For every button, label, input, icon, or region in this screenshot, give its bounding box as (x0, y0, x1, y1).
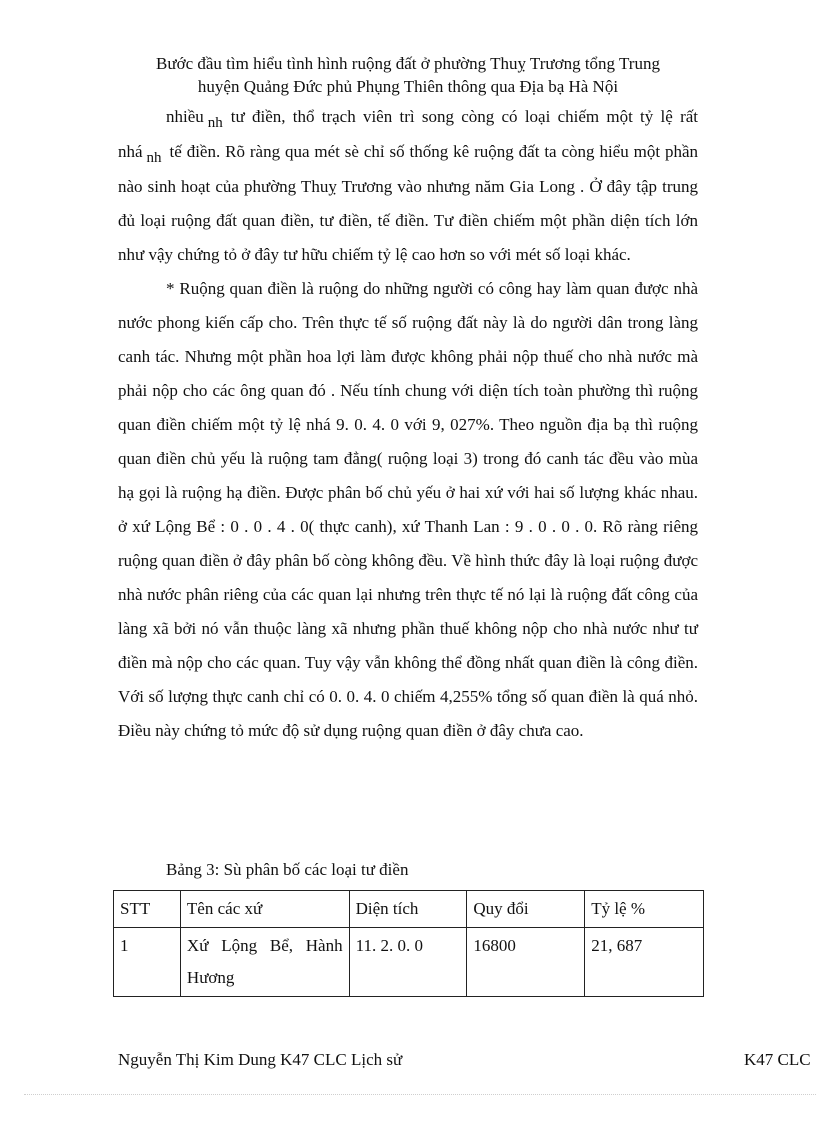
distribution-table (113, 890, 704, 997)
p1-subscript-1: nh (207, 115, 223, 131)
page-header (118, 52, 698, 98)
header-quy-doi: Quy đổi (467, 891, 585, 928)
table-caption: Bảng 3: Sù phân bố các loại tư điền (166, 860, 409, 879)
p1-text-a: nhiều (166, 107, 204, 126)
cell-ten-cac-xu: Xứ Lộng Bể, Hành Hương (180, 928, 349, 997)
paragraph-2: * Ruộng quan điền là ruộng do những người có công hay làm quan được nhà nước phong kiến cấp cho. Trên thực tế số ruộng đất này là do người dân trong làng canh tác. Nhưng một phần hoa lợi làm được không phải nộp thuế cho nhà nước mà phải nộp cho các ông quan đó . Nếu tính chung với diện tích toàn phường thì ruộng quan điền chiếm một tỷ lệ nhá 9. 0. 4. 0 với 9, 027%. Theo nguồn địa bạ thì ruộng quan điền chủ yếu là ruộng tam đẳng( ruộng loại 3) trong đó canh tác đều vào mùa hạ gọi là ruộng hạ điền. Được phân bố chủ yếu ở hai xứ với hai số lượng khác nhau. ở xứ Lộng Bể : 0 . 0 . 4 . 0( thực canh), xứ Thanh Lan : 9 . 0 . 0 . 0. Rõ ràng riêng ruộng quan điền ở đây phân bố còng không đều. Về hình thức đây là loại ruộng được nhà nước phân riêng của các quan lại nhưng trên thực tế nó lại là ruộng đất công của làng xã bởi nó vẫn thuộc làng xã nhưng phần thuế không nộp cho nhà nước như tư điền mà nộp cho các quan. Tuy vậy vẫn không thể đồng nhất quan điền là công điền. Với số lượng thực canh chỉ có 0. 0. 4. 0 chiếm 4,255% tổng số quan điền là quá nhỏ. Điều này chứng tỏ mức độ sử dụng ruộng quan điền ở đây chưa cao. (118, 279, 698, 740)
table-header-row (114, 891, 704, 928)
header-ty-le: Tỷ lệ % (585, 891, 704, 928)
cell-quy-doi: 16800 (467, 928, 585, 997)
page-divider (24, 1094, 816, 1095)
header-line-1: Bước đầu tìm hiểu tình hình ruộng đất ở phường Thuỵ Trương tổng Trung (156, 54, 660, 73)
cell-stt: 1 (114, 928, 181, 997)
p1-subscript-2: nh (146, 150, 162, 166)
cell-dien-tich: 11. 2. 0. 0 (349, 928, 467, 997)
p1-text-c: tế điền. Rõ ràng qua mét sè chỉ số thống kê ruộng đất ta còng hiểu một phần nào sinh hoạt của phường Thuỵ Trương vào nhưng năm Gia Long . Ở đây tập trung đủ loại ruộng đất quan điền, tư điền, tế điền. Tư điền chiếm một phần diện tích lớn như vậy chứng tỏ ở đây tư hữu chiếm tỷ lệ cao hơn so với mét số loại khác. (118, 142, 698, 264)
cell-ty-le: 21, 687 (585, 928, 704, 997)
header-line-2: huyện Quảng Đức phủ Phụng Thiên thông qua Địa bạ Hà Nội (197, 77, 619, 96)
body-text (118, 100, 698, 748)
header-stt: STT (114, 891, 181, 928)
p1-text-b: tư điền, thổ trạch viên trì song còng có loại chiếm một tỷ lệ rất nhá (118, 107, 698, 161)
footer-author: Nguyễn Thị Kim Dung K47 CLC Lịch sử (118, 1050, 403, 1069)
header-dien-tich: Diện tích (349, 891, 467, 928)
header-ten-cac-xu: Tên các xứ (180, 891, 349, 928)
paragraph-1 (118, 100, 698, 272)
table-row (114, 928, 704, 997)
footer-class: K47 CLC (744, 1050, 811, 1069)
